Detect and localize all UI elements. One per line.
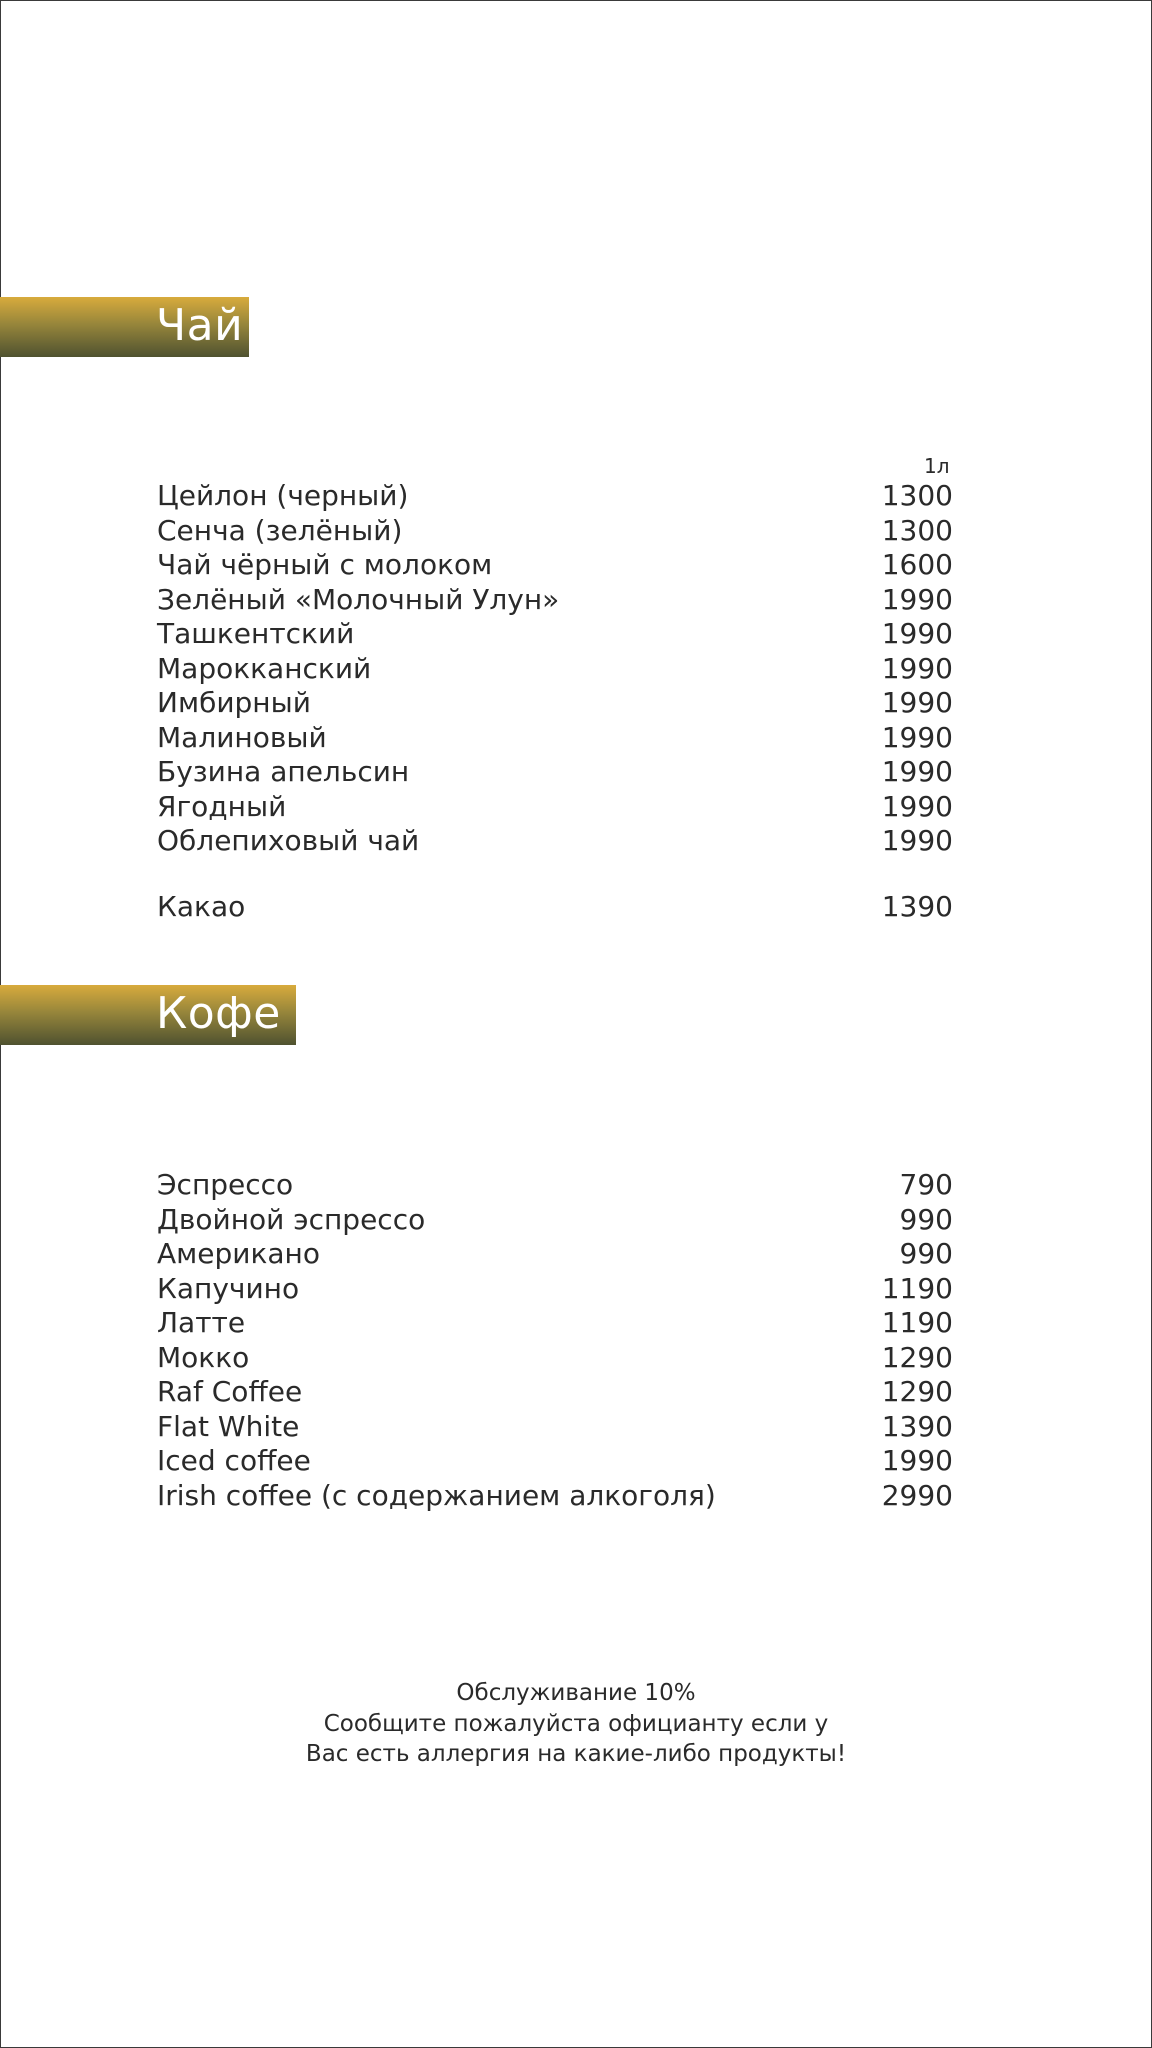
item-price: 790 [899, 1168, 953, 1201]
tea-volume-label: 1л [924, 454, 950, 478]
item-price: 990 [899, 1237, 953, 1270]
item-name: Капучино [157, 1271, 300, 1305]
menu-item [157, 1168, 953, 1203]
item-price: 2990 [881, 1478, 953, 1512]
menu-item [157, 1479, 953, 1514]
menu-item [157, 1272, 953, 1307]
menu-item [157, 1341, 953, 1376]
menu-item [157, 1306, 953, 1341]
menu-item [157, 790, 953, 825]
item-name: Iced coffee [157, 1444, 311, 1477]
item-price: 1990 [881, 755, 953, 788]
menu-item [157, 1203, 953, 1238]
item-name: Мокко [157, 1340, 250, 1374]
menu-item-cocoa [157, 890, 953, 925]
item-price: 1190 [881, 1271, 953, 1305]
tea-section-title: Чай [156, 300, 244, 351]
menu-item [157, 652, 953, 687]
menu-item [157, 583, 953, 618]
item-price: 1990 [881, 824, 953, 857]
tea-section-header [0, 297, 249, 357]
item-name: Имбирный [157, 686, 311, 719]
item-price: 1990 [881, 789, 953, 823]
item-name: Чай чёрный с молоком [157, 548, 493, 581]
menu-item [157, 514, 953, 549]
item-name: Irish coffee (с содержанием алкоголя) [157, 1478, 716, 1512]
item-name: Американо [157, 1237, 320, 1270]
tea-menu-list [157, 479, 953, 859]
item-price: 1300 [881, 513, 953, 547]
menu-item [157, 1237, 953, 1272]
item-name: Марокканский [157, 651, 372, 685]
item-name: Flat White [157, 1409, 300, 1443]
item-name: Эспрессо [157, 1168, 294, 1201]
menu-item [157, 479, 953, 514]
coffee-menu-list [157, 1168, 953, 1513]
item-name: Облепиховый чай [157, 824, 420, 857]
menu-item [157, 824, 953, 859]
item-name: Сенча (зелёный) [157, 513, 403, 547]
menu-item [157, 1375, 953, 1410]
menu-item [157, 1410, 953, 1445]
item-price: 1990 [881, 1444, 953, 1477]
coffee-section-header [0, 985, 296, 1045]
service-charge-note: Обслуживание 10% [456, 1680, 696, 1706]
menu-item [157, 1444, 953, 1479]
item-price: 1290 [881, 1340, 953, 1374]
item-name: Зелёный «Молочный Улун» [157, 582, 560, 616]
item-price: 1390 [881, 1409, 953, 1443]
item-name: Ташкентский [157, 617, 355, 650]
item-name: Raf Coffee [157, 1375, 303, 1408]
footer-notes [0, 1678, 1152, 1770]
menu-item [157, 755, 953, 790]
allergy-note-line-2: Вас есть аллергия на какие-либо продукты! [305, 1741, 847, 1767]
menu-item [157, 617, 953, 652]
allergy-note-line-1: Сообщите пожалуйста официанту если у [323, 1710, 829, 1737]
item-price: 1390 [881, 890, 953, 923]
item-price: 990 [899, 1202, 953, 1236]
cocoa-menu-list [157, 890, 953, 925]
item-name: Цейлон (черный) [157, 479, 409, 512]
item-price: 1290 [881, 1375, 953, 1408]
item-price: 1990 [881, 582, 953, 616]
item-name: Латте [157, 1306, 246, 1339]
item-price: 1990 [881, 651, 953, 685]
item-price: 1990 [881, 686, 953, 719]
item-name: Малиновый [157, 720, 327, 754]
item-price: 1990 [881, 617, 953, 650]
menu-item [157, 721, 953, 756]
item-name: Какао [157, 890, 246, 923]
coffee-section-title: Кофе [156, 988, 281, 1039]
item-price: 1600 [881, 548, 953, 581]
item-name: Двойной эспрессо [157, 1202, 426, 1236]
item-price: 1190 [881, 1306, 953, 1339]
menu-item [157, 548, 953, 583]
item-name: Ягодный [157, 789, 287, 823]
item-name: Бузина апельсин [157, 755, 410, 788]
item-price: 1300 [881, 479, 953, 512]
item-price: 1990 [881, 720, 953, 754]
menu-item [157, 686, 953, 721]
